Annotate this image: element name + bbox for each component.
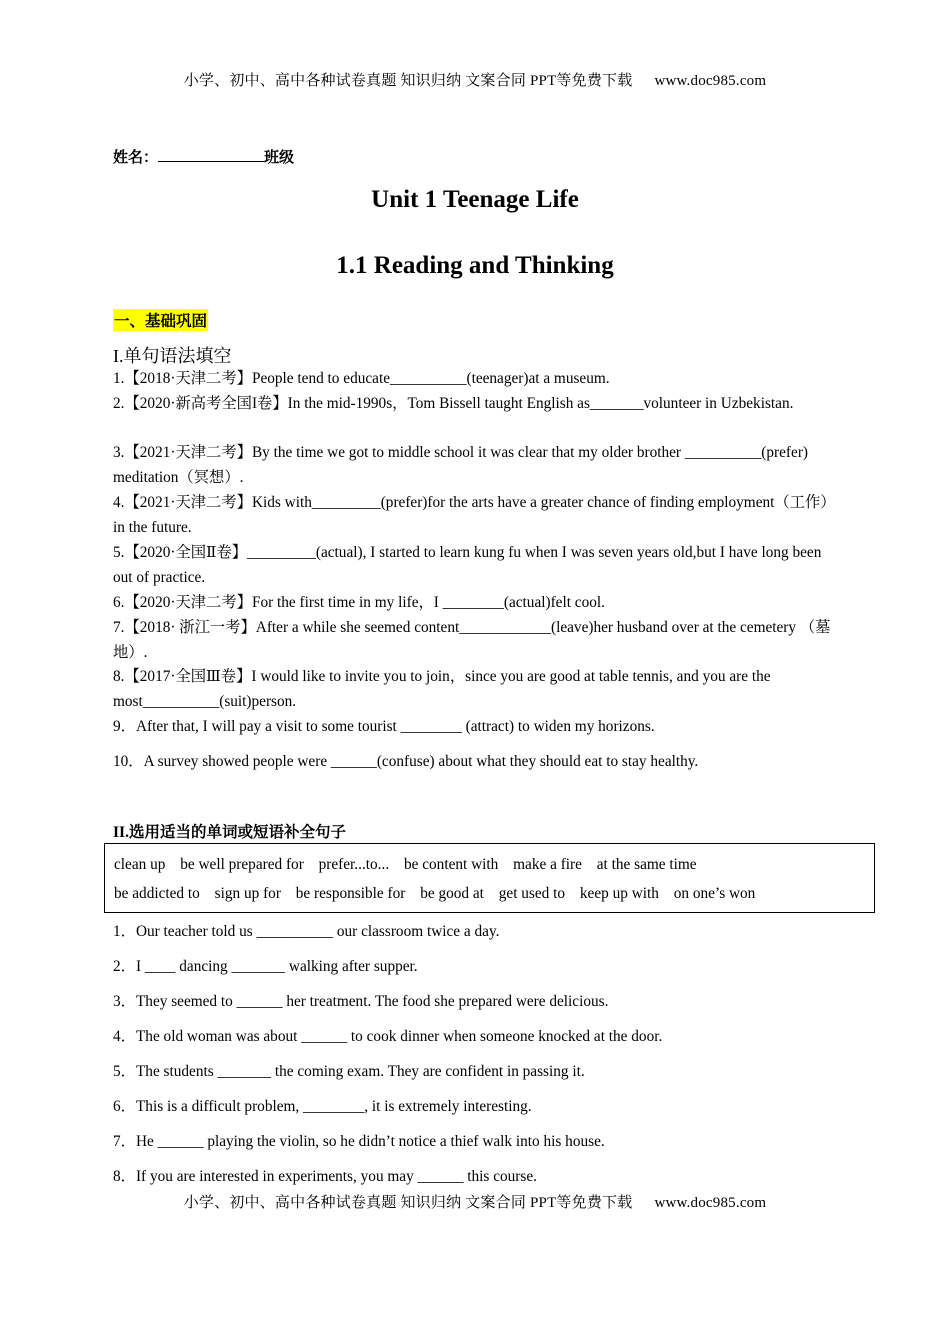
word-bank-item: at the same time [596,856,697,873]
word-bank-item: clean up [114,856,166,873]
word-bank-item: sign up for [214,885,281,902]
word-bank-item: make a fire [513,856,582,873]
word-bank-item: be addicted to [114,885,200,902]
word-bank-item: get used to [498,885,566,902]
part1-question: 8.【2017·全国Ⅲ卷】I would like to invite you to join，since you are good at table tennis, and you are the most__________(suit)person. [113,668,771,710]
section-heading: 一、基础巩固 [113,309,208,331]
part1-question: 10．A survey showed people were ______(confuse) about what they should eat to stay healthy. [113,753,699,770]
word-bank-item: be content with [403,856,499,873]
word-bank-item: be well prepared for [180,856,304,873]
class-label: 班级 [264,150,295,166]
part2-question: 3．They seemed to ______ her treatment. The food she prepared were delicious. [113,993,609,1010]
part1-question: 2.【2020·新高考全国I卷】In the mid-1990s，Tom Bissell taught English as_______volunteer in Uzbekistan. [113,395,794,412]
part1-question: 9．After that, I will pay a visit to some tourist ________ (attract) to widen my horizons. [113,718,655,735]
part2-question: 1．Our teacher told us __________ our classroom twice a day. [113,923,500,940]
part2-question: 2．I ____ dancing _______ walking after supper. [113,958,418,975]
part2-question: 6．This is a difficult problem, ________, it is extremely interesting. [113,1098,532,1115]
word-bank-row [114,850,874,879]
word-bank-item: keep up with [579,885,659,902]
word-bank-item: prefer...to... [318,856,390,873]
part1-question: 1.【2018·天津二考】People tend to educate__________(teenager)at a museum. [113,370,610,387]
word-bank-item: on one’s won [673,885,756,902]
word-bank-row [114,879,874,908]
part1-question: 3.【2021·天津二考】By the time we got to middle school it was clear that my older brother __________(prefer) meditation（冥想）. [113,444,809,486]
page-subtitle: 1.1 Reading and Thinking [336,252,614,279]
page-title: Unit 1 Teenage Life [371,186,579,213]
part2-question: 7．He ______ playing the violin, so he didn’t notice a thief walk into his house. [113,1133,605,1150]
part1-heading: I.单句语法填空 [113,346,232,366]
part2-question: 4．The old woman was about ______ to cook dinner when someone knocked at the door. [113,1028,663,1045]
name-class-line [113,146,294,167]
part1-question: 6.【2020·天津二考】For the first time in my life，I ________(actual)felt cool. [113,594,605,611]
header-site: www.doc985.com [654,73,767,89]
page-header [0,69,950,90]
name-label: 姓名： [113,150,159,166]
part2-question: 5．The students _______ the coming exam. They are confident in passing it. [113,1063,585,1080]
word-bank-item: be good at [420,885,484,902]
word-bank-item: be responsible for [295,885,406,902]
part1-question: 7.【2018· 浙江一考】After a while she seemed content____________(leave)her husband over at the cemetery （墓地）. [113,619,831,661]
part2-question: 8．If you are interested in experiments, you may ______ this course. [113,1168,537,1185]
footer-text: 小学、初中、高中各种试卷真题 知识归纳 文案合同 PPT等免费下载 [183,1195,633,1211]
page-footer [0,1191,950,1212]
header-text: 小学、初中、高中各种试卷真题 知识归纳 文案合同 PPT等免费下载 [183,73,633,89]
name-blank[interactable] [158,148,264,162]
part2-heading: II.选用适当的单词或短语补全句子 [113,824,346,841]
word-bank [104,843,875,913]
part1-question: 5.【2020·全国Ⅱ卷】_________(actual), I started to learn kung fu when I was seven years old,but I have long been out of practice. [113,544,822,586]
part1-question: 4.【2021·天津二考】Kids with_________(prefer)for the arts have a greater chance of finding employment（工作）in the future. [113,494,836,536]
footer-site: www.doc985.com [654,1195,767,1211]
